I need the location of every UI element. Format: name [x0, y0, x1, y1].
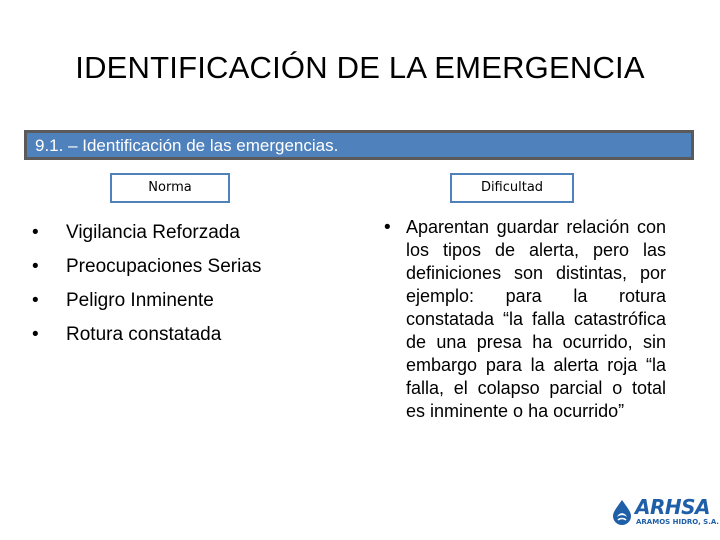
list-item [24, 318, 324, 352]
list-item [24, 250, 324, 284]
list-item-text: Vigilancia Reforzada [66, 222, 240, 243]
list-item-text: Peligro Inminente [66, 290, 214, 311]
bullet-icon: • [32, 222, 39, 243]
bullet-icon: • [32, 324, 39, 345]
list-item [24, 216, 324, 250]
list-item-text: Preocupaciones Serias [66, 256, 262, 277]
list-item [24, 284, 324, 318]
dificultad-text: Aparentan guardar relación con los tipos de alerta, pero las definiciones son distintas, por ejemplo: para la rotura constatada “la falla catastrófica de una presa ha ocurrido, sin embargo para la alerta roja “la falla, el colapso parcial o total es inminente o ha ocurrido” [406, 217, 666, 421]
slide-title: IDENTIFICACIÓN DE LA EMERGENCIA [75, 50, 645, 85]
bullet-icon: • [32, 256, 39, 277]
bullet-icon: • [384, 217, 391, 238]
dificultad-label: Dificultad [450, 173, 574, 203]
section-heading-bar: 9.1. – Identificación de las emergencias. [24, 130, 694, 160]
arhsa-logo [608, 495, 720, 531]
logo-subtitle: ARAMOS HIDRO, S.A. [636, 518, 720, 526]
water-drop-swirl-icon [608, 498, 636, 526]
list-item-text: Rotura constatada [66, 324, 222, 345]
logo-name: ARHSA [635, 495, 710, 519]
bullet-icon: • [32, 290, 39, 311]
norma-list [24, 216, 324, 352]
dificultad-paragraph [384, 216, 666, 423]
norma-label: Norma [110, 173, 230, 203]
